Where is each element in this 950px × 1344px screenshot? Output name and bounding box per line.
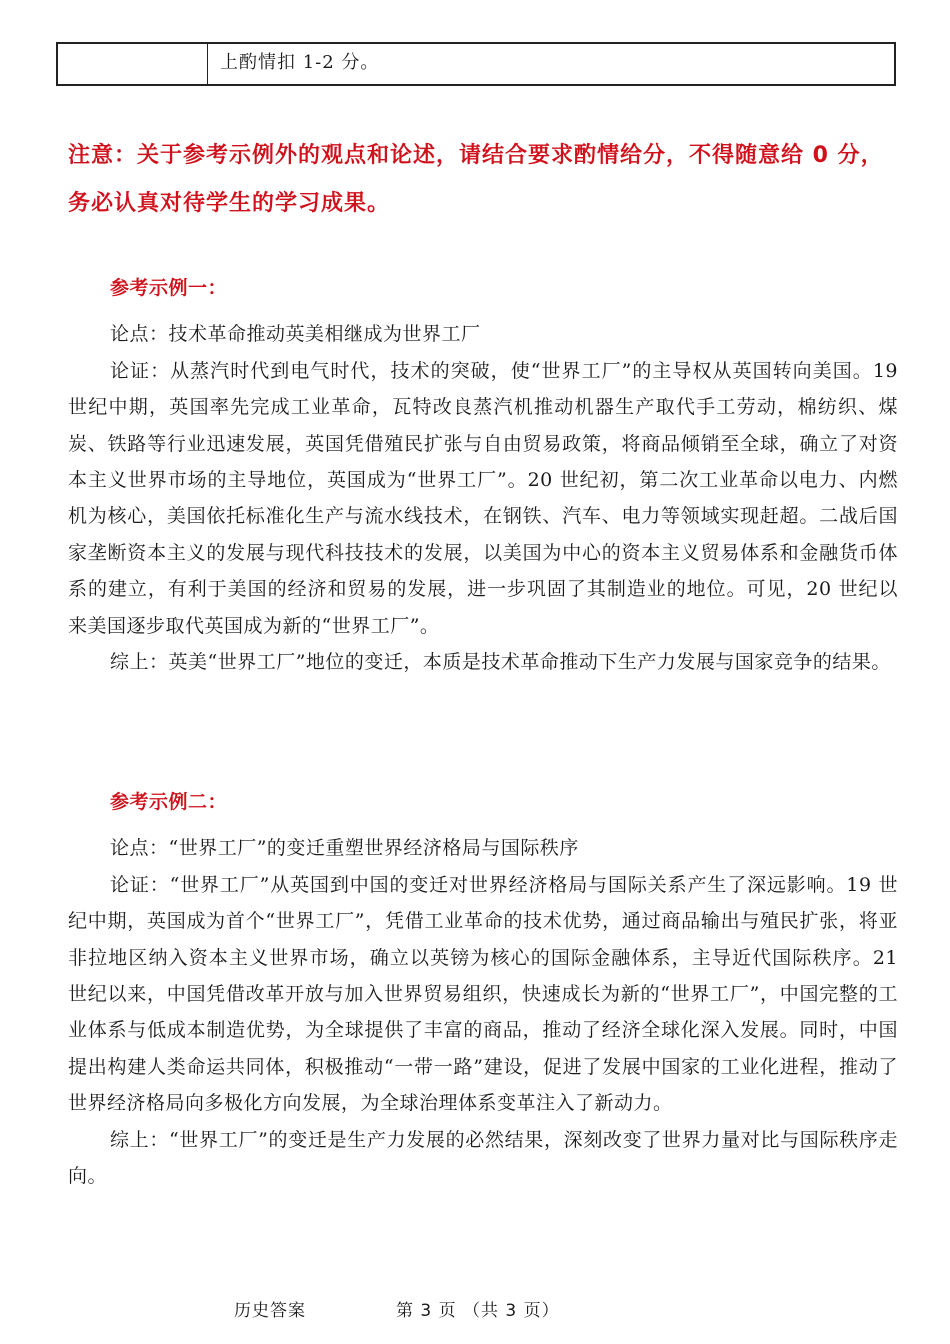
example-two-argument: 论证：“世界工厂”从英国到中国的变迁对世界经济格局与国际关系产生了深远影响。19 世纪中期，英国成为首个“世界工厂”，凭借工业革命的技术优势，通过商品输出与殖民扩张，将亚非拉地区纳入资本主义世界市场，确立以英镑为核心的国际金融体系，主导近代国际秩序。21 世纪以来，中国凭借改革开放与加入世界贸易组织，快速成长为新的“世界工厂”，中国完整的工业体系与低成本制造优势，为全球提供了丰富的商品，推动了经济全球化深入发展。同时，中国提出构建人类命运共同体，积极推动“一带一路”建设，促进了发展中国家的工业化进程，推动了世界经济格局向多极化方向发展，为全球治理体系变革注入了新动力。 (68, 873, 898, 1115)
footer-page-number: 第 3 页 （共 3 页） (396, 1301, 560, 1321)
example-one-heading: 参考示例一： (110, 277, 228, 299)
reference-example-two (68, 784, 898, 1194)
page-footer (0, 1296, 950, 1324)
scoring-table-row (56, 42, 896, 86)
example-two-thesis: 论点：“世界工厂”的变迁重塑世界经济格局与国际秩序 (110, 837, 579, 860)
example-two-heading: 参考示例二： (110, 791, 228, 813)
reference-example-one (68, 270, 898, 680)
table-cell-right: 上酌情扣 1-2 分。 (220, 52, 380, 73)
example-two-conclusion: 综上：“世界工厂”的变迁是生产力发展的必然结果，深刻改变了世界力量对比与国际秩序走向。 (68, 1128, 898, 1188)
table-cell-left (58, 44, 208, 84)
example-one-conclusion: 综上：英美“世界工厂”地位的变迁，本质是技术革命推动下生产力发展与国家竞争的结果。 (110, 651, 891, 674)
example-one-thesis: 论点：技术革命推动英美相继成为世界工厂 (110, 323, 481, 346)
grading-notice: 注意：关于参考示例外的观点和论述，请结合要求酌情给分，不得随意给 0 分，务必认真对待学生的学习成果。 (68, 143, 884, 216)
example-one-argument: 论证：从蒸汽时代到电气时代，技术的突破，使“世界工厂”的主导权从英国转向美国。19 世纪中期，英国率先完成工业革命，瓦特改良蒸汽机推动机器生产取代手工劳动，棉纺织、煤炭、铁路等行业迅速发展，英国凭借殖民扩张与自由贸易政策，将商品倾销至全球，确立了对资本主义世界市场的主导地位，英国成为“世界工厂”。20 世纪初，第二次工业革命以电力、内燃机为核心，美国依托标准化生产与流水线技术，在钢铁、汽车、电力等领域实现赶超。二战后国家垄断资本主义的发展与现代科技技术的发展，以美国为中心的资本主义贸易体系和金融货币体系的建立，有利于美国的经济和贸易的发展，进一步巩固了其制造业的地位。可见，20 世纪以来美国逐步取代英国成为新的“世界工厂”。 (68, 359, 898, 637)
footer-subject: 历史答案 (234, 1301, 306, 1321)
